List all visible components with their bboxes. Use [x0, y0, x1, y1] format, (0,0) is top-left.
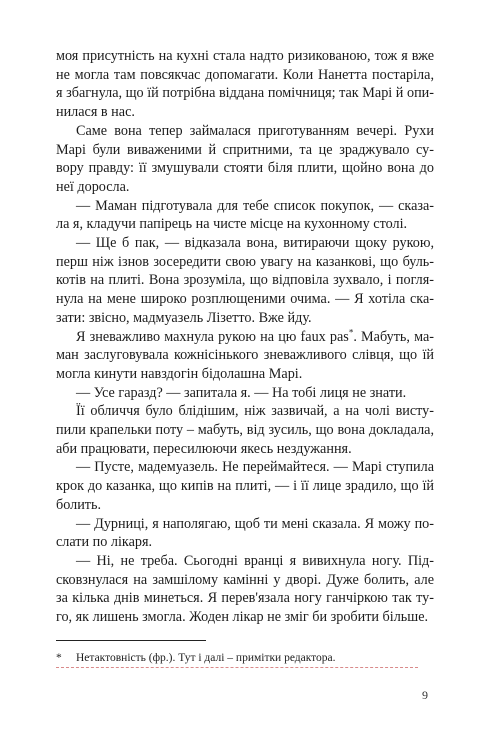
text-line: Саме вона тепер займалася приготуванням вечері. Рухи: [76, 122, 434, 139]
text-line: — Пусте, мадемуазель. Не переймайтеся. — Марі ступила: [76, 459, 434, 476]
body-text: [56, 47, 434, 627]
text-line: нула на мене широко розплющеними очима. — Я хотіла ска-: [56, 291, 434, 308]
text-line: неї доросла.: [56, 178, 130, 195]
text-line: го, як лишень змогла. Жоден лікар не зміг би зробити більше.: [56, 609, 429, 626]
paragraph: [56, 458, 434, 514]
text-line: перш ніж ізнов зосередити свою увагу на казанкові, що буль-: [56, 253, 434, 270]
footnote-separator: [56, 640, 206, 641]
paragraph: [56, 234, 434, 328]
paragraph: [56, 122, 434, 197]
paragraph: [56, 515, 434, 552]
text-line: Марі були виваженими й спритними, та це зраджувало су-: [56, 141, 434, 158]
footnote-text: Нетактовність (фр.). Тут і далі – примітки редактора.: [76, 652, 336, 664]
text-line: — Ні, не треба. Сьогодні вранці я вивихнула ногу. Під-: [76, 552, 434, 569]
text-line: я збагнула, що їй потрібна віддана помічниця; так Марі й опи-: [56, 85, 434, 102]
footnote-marker: *: [56, 652, 62, 664]
text-line: ман заслуговувала кожнісінького зневажливого слівця, що їй: [56, 347, 434, 364]
text-line: моя присутність на кухні стала надто ризикованою, тож я вже: [56, 48, 434, 64]
paragraph: [56, 47, 434, 122]
text-line: — Дурниці, я наполягаю, щоб ти мені сказала. Я можу по-: [76, 515, 434, 532]
footnote-reference[interactable]: *: [348, 326, 354, 337]
text-line: вору правду: її змушували стояти біля плити, щойно вона до: [56, 160, 434, 177]
paragraph: [56, 552, 434, 627]
text-line: болить.: [56, 496, 102, 513]
text-line: за кілька днів минеться. Я перев'язала ногу ганчіркою так ту-: [56, 590, 434, 607]
text-line: пили крапельки поту – мабуть, від зусиль, що вона докладала,: [56, 422, 434, 439]
text-line: могла кинути навздогін бідолашна Марі.: [56, 365, 303, 382]
text-line: — Усе гаразд? — запитала я. — На тобі лиця не знати.: [76, 384, 407, 401]
paragraph: [56, 384, 434, 403]
text-line: зати: звісно, мадмуазель Лізетто. Вже йду.: [56, 309, 312, 326]
text-line: не могла там повсякчас допомагати. Коли Нанетта постаріла,: [56, 66, 434, 83]
text-line: крок до казанка, що кипів на плиті, — і її лице зрадило, що їй: [56, 478, 434, 495]
text-line: котів на плиті. Вона зрозуміла, що відповіла зухвало, і погля-: [56, 272, 434, 289]
paragraph: [56, 402, 434, 458]
text-line: аби працювати, пересилюючи якесь нездужання.: [56, 440, 352, 457]
text-line: слати по лікаря.: [56, 534, 153, 551]
text-line: нилася в нас.: [56, 104, 135, 121]
text-line: Її обличчя було блідішим, ніж зазвичай, а на чолі висту-: [76, 403, 434, 420]
text-line: ла я, кладучи папірець на чисте місце на кухонному столі.: [56, 216, 408, 233]
text-line: сковзнулася на замшілому камінні у дворі. Дуже болить, але: [56, 571, 434, 588]
text-line: — Маман підготувала для тебе список покупок, — сказа-: [76, 197, 434, 214]
paragraph: [56, 197, 434, 234]
page-number: 9: [422, 688, 428, 702]
text-line: Я зневажливо махнула рукою на цю faux pas*. Мабуть, ма-: [76, 326, 434, 345]
text-line: — Ще б пак, — відказала вона, витираючи щоку рукою,: [76, 235, 434, 252]
footnote: [56, 651, 436, 665]
spellcheck-underline: [56, 667, 418, 668]
paragraph: [56, 328, 434, 384]
